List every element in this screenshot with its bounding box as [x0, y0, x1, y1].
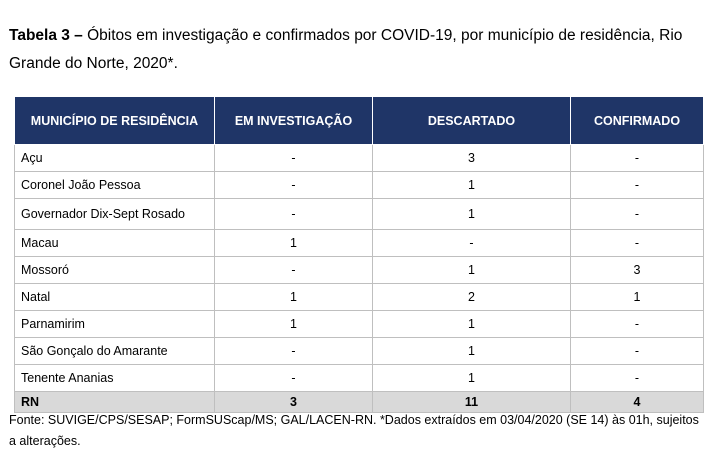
cell-descartado: 2 [373, 284, 571, 311]
header-em-investigacao: EM INVESTIGAÇÃO [215, 97, 373, 145]
table-row [15, 338, 704, 365]
total-descartado: 11 [373, 392, 571, 413]
table-row [15, 199, 704, 230]
cell-investigacao: 1 [215, 230, 373, 257]
cell-confirmado: - [571, 365, 704, 392]
cell-descartado: 1 [373, 365, 571, 392]
cell-municipio: Mossoró [15, 257, 215, 284]
cell-confirmado: - [571, 311, 704, 338]
cell-confirmado: - [571, 145, 704, 172]
cell-municipio: Macau [15, 230, 215, 257]
total-label: RN [15, 392, 215, 413]
cell-investigacao: - [215, 365, 373, 392]
cell-descartado: 1 [373, 199, 571, 230]
cell-confirmado: - [571, 338, 704, 365]
cell-investigacao: - [215, 257, 373, 284]
table-row [15, 284, 704, 311]
cell-confirmado: 3 [571, 257, 704, 284]
cell-investigacao: - [215, 199, 373, 230]
cell-confirmado: 1 [571, 284, 704, 311]
cell-descartado: 3 [373, 145, 571, 172]
cell-investigacao: - [215, 338, 373, 365]
cell-confirmado: - [571, 230, 704, 257]
cell-municipio: Parnamirim [15, 311, 215, 338]
cell-descartado: 1 [373, 257, 571, 284]
cell-investigacao: - [215, 145, 373, 172]
total-investigacao: 3 [215, 392, 373, 413]
deaths-table [14, 96, 704, 413]
cell-investigacao: 1 [215, 284, 373, 311]
cell-confirmado: - [571, 172, 704, 199]
table-row [15, 311, 704, 338]
source-note: Fonte: SUVIGE/CPS/SESAP; FormSUScap/MS; GAL/LACEN-RN. *Dados extraídos em 03/04/2020 (SE 14) às 01h, sujeitos a alterações. [9, 413, 699, 448]
header-municipio: MUNICÍPIO DE RESIDÊNCIA [15, 97, 215, 145]
table-row [15, 145, 704, 172]
cell-confirmado: - [571, 199, 704, 230]
cell-municipio: Coronel João Pessoa [15, 172, 215, 199]
cell-descartado: 1 [373, 338, 571, 365]
cell-investigacao: 1 [215, 311, 373, 338]
cell-municipio: São Gonçalo do Amarante [15, 338, 215, 365]
header-row [15, 97, 704, 145]
cell-descartado: 1 [373, 172, 571, 199]
cell-municipio: Açu [15, 145, 215, 172]
header-confirmado: CONFIRMADO [571, 97, 704, 145]
total-confirmado: 4 [571, 392, 704, 413]
table-row [15, 230, 704, 257]
table-row [15, 172, 704, 199]
table-row [15, 257, 704, 284]
cell-municipio: Governador Dix-Sept Rosado [15, 199, 215, 230]
cell-descartado: - [373, 230, 571, 257]
table-caption [9, 22, 709, 78]
header-descartado: DESCARTADO [373, 97, 571, 145]
caption-label: Tabela 3 – [9, 27, 83, 44]
cell-municipio: Natal [15, 284, 215, 311]
table-row [15, 365, 704, 392]
cell-investigacao: - [215, 172, 373, 199]
cell-municipio: Tenente Ananias [15, 365, 215, 392]
caption-text: Óbitos em investigação e confirmados por COVID-19, por município de residência, Rio Grande do Norte, 2020*. [9, 27, 683, 72]
cell-descartado: 1 [373, 311, 571, 338]
